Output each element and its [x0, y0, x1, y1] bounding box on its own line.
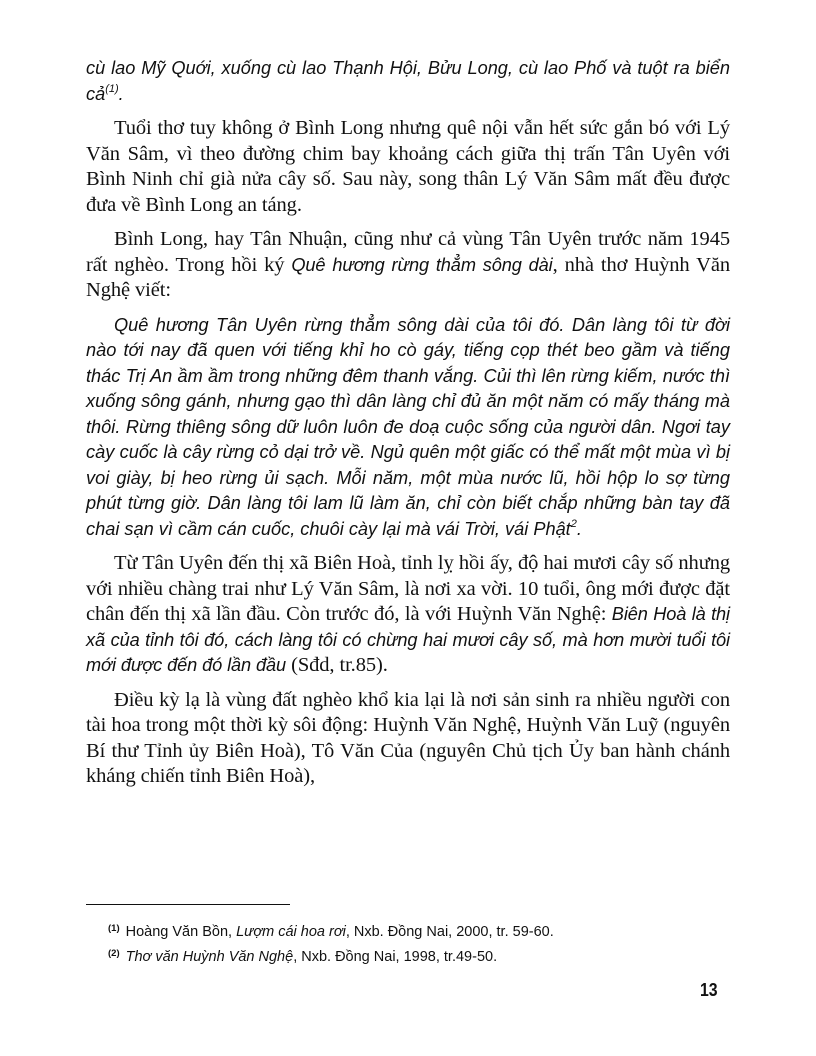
paragraph-bien-hoa [86, 551, 730, 679]
paragraph-binh-long-text: Bình Long, hay Tân Nhuận, cũng như cả vùng Tân Uyên trước năm 1945 rất nghèo. Trong hồi ký [86, 228, 730, 276]
footnote-ref-2: 2 [570, 517, 577, 530]
inline-quote: Biên Hoà là thị xã của tỉnh tôi đó, cách làng tôi có chừng hai mươi cây số, mà hơn mười tuổi tôi mới được đến đó lần đầu [86, 604, 730, 675]
block-quote-text: Quê hương Tân Uyên rừng thẳm sông dài của tôi đó. Dân làng tôi từ đời nào tới nay đã quen với tiếng khỉ ho cò gáy, tiếng cọp thét beo gầm và tiếng thác Trị An ầm ầm trong những đêm thanh vắng. Củi thì lên rừng kiếm, nước thì xuống sông gánh, nhưng gạo thì dân làng chỉ đủ ăn một năm có mấy tháng mà thôi. Rừng thiêng sông dữ luôn luôn đe doạ cuộc sống của người dân. Ngơi tay cày cuốc là cây rừng cỏ dại trở về. Ngủ quên một giấc có thể mất một mùa vì bị voi giày, bị heo rừng ủi sạch. Mỗi năm, một mùa nước lũ, hồi hộp lo sợ từng phút từng giờ. Dân làng tôi lam lũ làm ăn, chỉ còn biết chắp những bàn tay đã chai sạn vì cầm cán cuốc, chuôi cày lại mà vái Trời, vái Phật [86, 314, 730, 539]
page-number: 13 [700, 980, 718, 1000]
paragraph-bien-hoa-tail: (Sđd, tr.85). [286, 654, 388, 676]
paragraph-binh-long-tail: , nhà thơ Huỳnh Văn Nghệ viết: [86, 253, 731, 301]
quote-continuation-paragraph [86, 56, 730, 107]
block-quote-tail: . [576, 518, 582, 539]
footnote-2-publisher: , Nxb. Đồng Nai, 1998, tr.49-50. [293, 949, 498, 965]
quote-continuation-tail: . [118, 83, 124, 104]
footnote-divider [86, 904, 290, 905]
footnote-1-title: Lượm cái hoa rơi [236, 924, 346, 940]
footnote-ref-1: (1) [105, 82, 119, 95]
paragraph-talents: Điều kỳ lạ là vùng đất nghèo khổ kia lại là nơi sản sinh ra nhiều người con tài hoa trong một thời kỳ sôi động: Huỳnh Văn Nghệ, Huỳnh Văn Luỹ (nguyên Bí thư Tỉnh ủy Biên Hoà), Tô Văn Của (nguyên Chủ tịch Ủy ban hành chánh kháng chiến tỉnh Biên Hoà), [86, 688, 730, 787]
footnote-1-author: Hoàng Văn Bồn, [125, 924, 237, 940]
memoir-title: Quê hương rừng thẳm sông dài [291, 254, 553, 275]
paragraph-binh-long [86, 227, 730, 304]
paragraph-bien-hoa-text: Từ Tân Uyên đến thị xã Biên Hoà, tỉnh lỵ hồi ấy, độ hai mươi cây số nhưng với nhiều chàng trai như Lý Văn Sâm, là nơi xa vời. 10 tuổi, ông mới được đặt chân đến thị xã lần đầu. Còn trước đó, là với Huỳnh Văn Nghệ: [86, 552, 730, 625]
footnote-2-mark: (2) [108, 948, 120, 959]
page-body [86, 56, 730, 799]
footnotes [108, 918, 728, 968]
footnote-2 [108, 943, 728, 968]
footnote-1-publisher: , Nxb. Đồng Nai, 2000, tr. 59-60. [345, 924, 554, 940]
footnote-1 [108, 918, 728, 943]
quote-continuation-text: cù lao Mỹ Quới, xuống cù lao Thạnh Hội, Bửu Long, cù lao Phố và tuột ra biển cả [86, 58, 730, 104]
footnote-2-title: Thơ văn Huỳnh Văn Nghệ [125, 949, 294, 965]
footnote-1-mark: (1) [108, 923, 120, 934]
paragraph-childhood: Tuổi thơ tuy không ở Bình Long nhưng quê nội vẫn hết sức gắn bó với Lý Văn Sâm, vì theo đường chim bay khoảng cách giữa thị trấn Tân Uyên với Bình Ninh chỉ già nửa cây số. Sau này, song thân Lý Văn Sâm mất đều được đưa về Bình Long an táng. [86, 117, 730, 216]
block-quote [86, 313, 730, 543]
